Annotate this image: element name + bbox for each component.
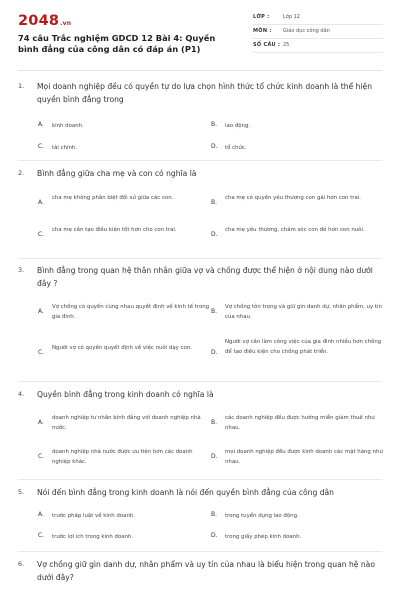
question-5 (18, 487, 382, 557)
option-letter: C. (38, 453, 45, 460)
meta-row-subject (253, 26, 383, 39)
option-letter: D. (211, 349, 218, 356)
option-text: tài chính. (52, 145, 78, 151)
option-letter: B. (211, 121, 218, 128)
option-text: Vợ chồng có quyền cùng nhau quyết định về kinh tế trong gia đình. (52, 304, 210, 320)
meta-key: MÔN : (253, 28, 272, 34)
question-text: Bình đẳng giữa cha mẹ và con có nghĩa là (37, 169, 197, 178)
option-letter: A. (38, 308, 44, 315)
option-text: trong tuyển dụng lao động. (225, 513, 299, 519)
question-divider (18, 479, 382, 480)
meta-value: Lớp 12 (283, 14, 300, 20)
option-text: các doanh nghiệp đều được hưởng miễn giảm thuế như nhau. (225, 415, 375, 431)
option-letter: A. (38, 199, 44, 206)
option-text: trong giấy phép kinh doanh. (225, 534, 302, 540)
document-title: 74 câu Trắc nghiệm GDCD 12 Bài 4: Quyền bình đẳng của công dân có đáp án (P1) (18, 33, 216, 54)
question-divider (18, 381, 382, 382)
option-letter: B. (211, 511, 218, 518)
question-number: 6. (18, 560, 25, 568)
option-letter: B. (211, 199, 218, 206)
option-letter: D. (211, 453, 218, 460)
page-header (0, 0, 400, 84)
site-logo[interactable] (18, 13, 71, 29)
option-letter: C. (38, 349, 45, 356)
question-3 (18, 265, 382, 380)
option-text: doanh nghiệp nhà nước được ưu tiên hơn các doanh nghiệp khác. (52, 449, 193, 465)
question-2 (18, 168, 382, 258)
option-text: mọi doanh nghiệp đều được kinh doanh các mặt hàng như nhau. (225, 449, 383, 465)
meta-value: Giáo dục công dân (283, 28, 330, 34)
question-number: 5. (18, 488, 25, 496)
option-letter: B. (211, 419, 218, 426)
question-4 (18, 389, 382, 479)
question-divider (18, 551, 382, 552)
logo-suffix: .vn (60, 20, 72, 27)
option-text: cha mẹ cần tạo điều kiện tốt hơn cho con trai. (52, 227, 177, 233)
meta-key: LỚP : (253, 14, 270, 20)
option-letter: C. (38, 532, 45, 539)
question-number: 1. (18, 82, 25, 90)
option-text: kinh doanh. (52, 123, 84, 129)
option-text: Người vợ cần làm công việc của gia đình nhiều hơn chồng để tạo điều kiện cho chồng phát triển. (225, 339, 382, 355)
option-text: doanh nghiệp tư nhân bình đẳng với doanh nghiệp nhà nước. (52, 415, 201, 431)
meta-key: SỐ CÂU : (253, 42, 281, 48)
option-letter: C. (38, 143, 45, 150)
question-1 (18, 81, 382, 171)
option-text: Người vợ có quyền quyết định về việc nuôi dạy con. (52, 345, 192, 351)
question-text: Quyền bình đẳng trong kinh doanh có nghĩa là (37, 390, 214, 399)
question-6 (18, 559, 382, 589)
option-text: cha mẹ không phân biệt đối xử giữa các con. (52, 195, 174, 201)
logo-text: 2048 (18, 13, 60, 29)
question-text: Bình đẳng trong quan hệ thân nhân giữa vợ và chồng được thể hiện ở nội dung nào dưới đây ? (37, 266, 373, 288)
option-letter: A. (38, 419, 44, 426)
meta-row-count (253, 40, 383, 53)
option-text: cha mẹ có quyền yêu thương con gái hơn con trai. (225, 195, 361, 201)
question-text: Nói đến bình đẳng trong kinh doanh là nói đến quyền bình đẳng của công dân (37, 488, 334, 497)
option-letter: D. (211, 143, 218, 150)
option-letter: A. (38, 121, 44, 128)
header-divider (18, 70, 382, 71)
question-text: Vợ chồng giữ gìn danh dự, nhân phẩm và uy tín của nhau là biểu hiện trong quan hệ nào dưới đây? (37, 560, 375, 582)
question-number: 4. (18, 390, 25, 398)
question-text: Mọi doanh nghiệp đều có quyền tự do lựa chọn hình thức tổ chức kinh doanh là thể hiện quyền bình đẳng trong (37, 82, 373, 104)
option-text: lao động. (225, 123, 251, 129)
option-letter: B. (211, 308, 218, 315)
question-divider (18, 160, 382, 161)
option-letter: C. (38, 231, 45, 238)
meta-row-class (253, 12, 383, 25)
option-text: trước lợi ích trong kinh doanh. (52, 534, 134, 540)
option-letter: A. (38, 511, 44, 518)
document-meta (253, 12, 383, 54)
option-text: trước pháp luật về kinh doanh. (52, 513, 135, 519)
meta-value: 25 (283, 42, 290, 48)
question-divider (18, 258, 382, 259)
question-number: 2. (18, 169, 25, 177)
option-text: tổ chức. (225, 145, 247, 151)
option-letter: D. (211, 231, 218, 238)
question-number: 3. (18, 266, 25, 274)
option-letter: D. (211, 532, 218, 539)
option-text: cha mẹ yêu thương, chăm sóc con đẻ hơn con nuôi. (225, 227, 365, 233)
option-text: Vợ chồng tôn trọng và giữ gìn danh dự, nhân phẩm, uy tín của nhau. (225, 304, 382, 320)
